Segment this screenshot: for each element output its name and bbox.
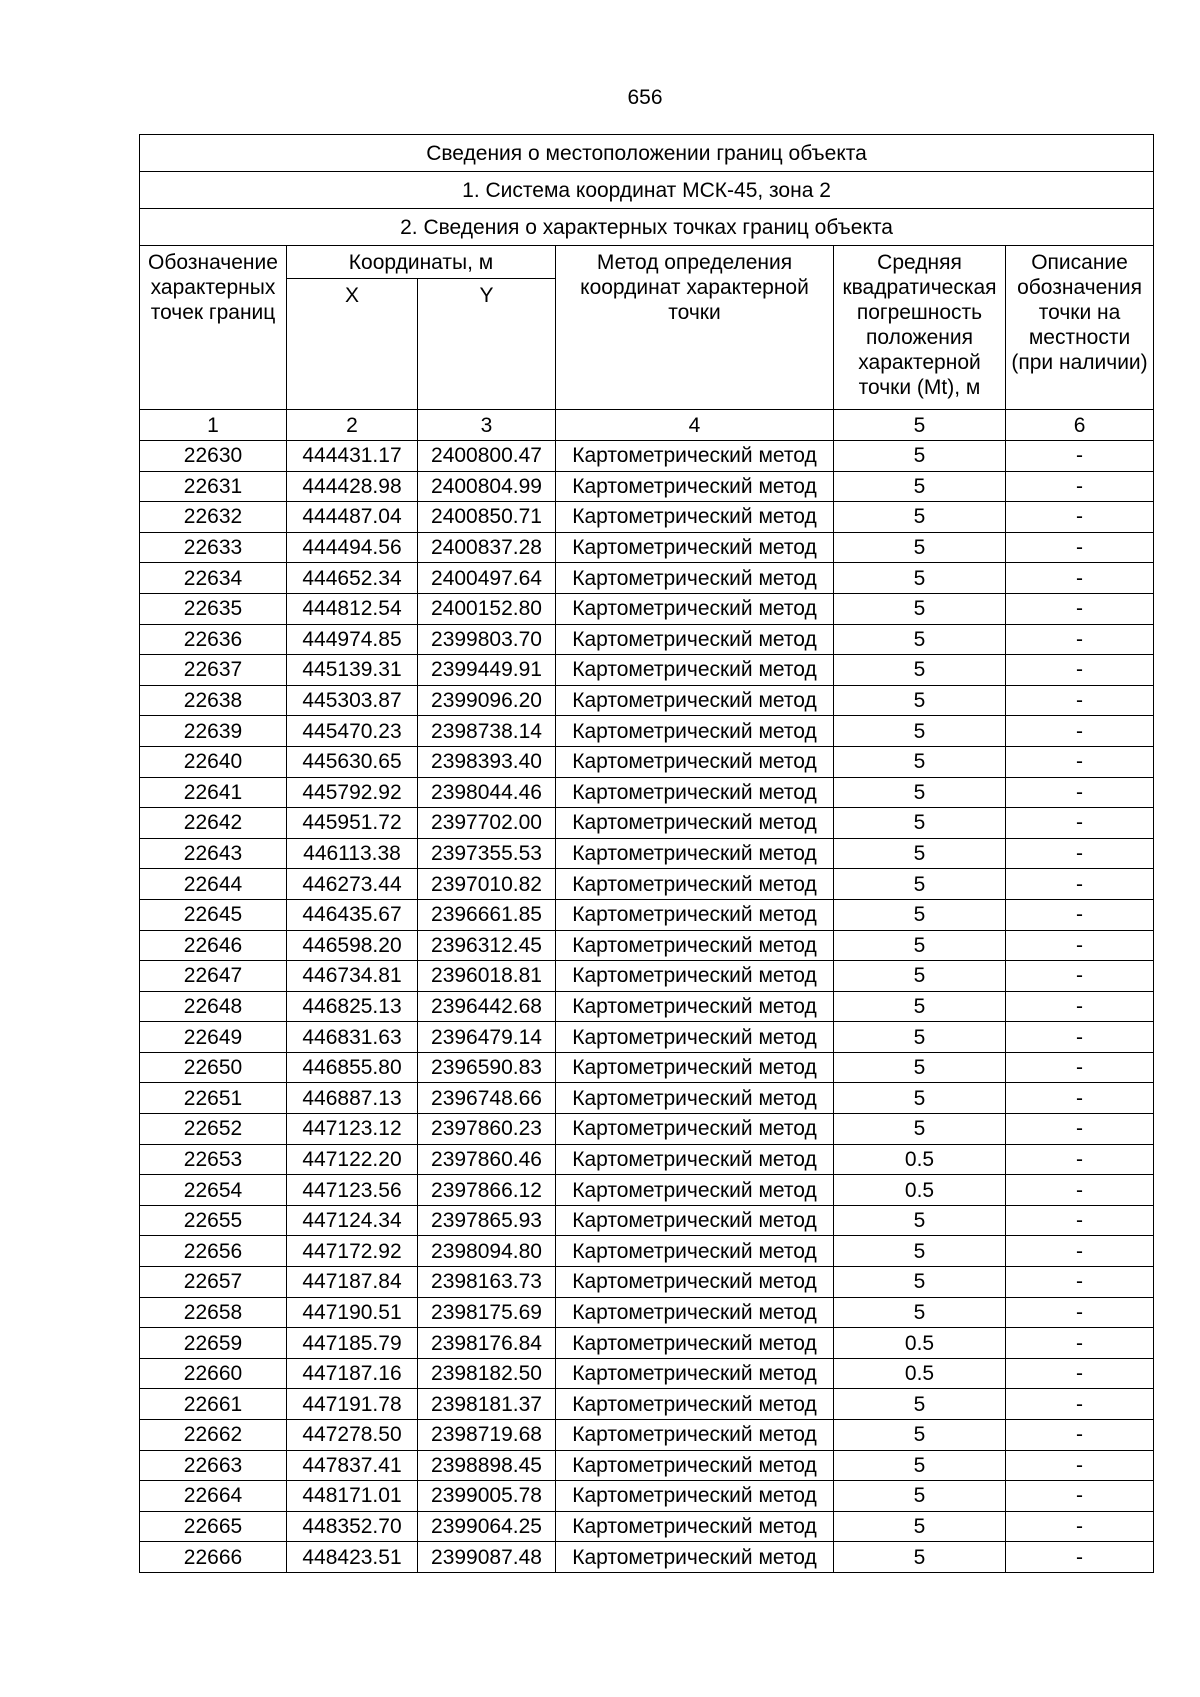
table-row [140,685,1154,716]
table-row [140,1205,1154,1236]
y-cell: 2399064.25 [418,1511,556,1542]
table-row [140,593,1154,624]
error-cell: 5 [834,1297,1006,1328]
method-cell: Картометрический метод [556,1205,834,1236]
error-cell: 5 [834,1236,1006,1267]
page-number: 656 [627,86,663,109]
method-cell: Картометрический метод [556,1511,834,1542]
y-cell: 2399449.91 [418,655,556,686]
point-id-cell: 22659 [140,1328,287,1359]
point-id-cell: 22630 [140,441,287,472]
y-cell: 2398163.73 [418,1267,556,1298]
x-cell: 447191.78 [287,1389,418,1420]
point-id-cell: 22645 [140,899,287,930]
y-cell: 2400850.71 [418,502,556,533]
error-cell: 5 [834,869,1006,900]
point-id-cell: 22652 [140,1114,287,1145]
header-coordinates: Координаты, м [287,246,556,279]
x-cell: 444494.56 [287,532,418,563]
method-cell: Картометрический метод [556,593,834,624]
description-cell: - [1006,471,1154,502]
error-cell: 5 [834,685,1006,716]
table-row [140,1144,1154,1175]
description-cell: - [1006,899,1154,930]
x-cell: 447123.12 [287,1114,418,1145]
header-error: Средняя квадратическая погрешность положения характерной точки (Mt), м [834,246,1006,410]
point-id-cell: 22641 [140,777,287,808]
point-id-cell: 22657 [140,1267,287,1298]
error-cell: 0.5 [834,1328,1006,1359]
method-cell: Картометрический метод [556,624,834,655]
column-numbers-row [140,410,1154,441]
error-cell: 0.5 [834,1358,1006,1389]
error-cell: 0.5 [834,1144,1006,1175]
error-cell: 5 [834,716,1006,747]
description-cell: - [1006,838,1154,869]
header-y: Y [418,279,556,410]
error-cell: 0.5 [834,1175,1006,1206]
description-cell: - [1006,563,1154,594]
table-row [140,1481,1154,1512]
error-cell: 5 [834,593,1006,624]
point-id-cell: 22656 [140,1236,287,1267]
point-id-cell: 22661 [140,1389,287,1420]
error-cell: 5 [834,1542,1006,1573]
method-cell: Картометрический метод [556,961,834,992]
description-cell: - [1006,777,1154,808]
table-row [140,991,1154,1022]
x-cell: 446598.20 [287,930,418,961]
point-id-cell: 22644 [140,869,287,900]
point-id-cell: 22635 [140,593,287,624]
y-cell: 2397860.46 [418,1144,556,1175]
point-id-cell: 22642 [140,808,287,839]
description-cell: - [1006,991,1154,1022]
method-cell: Картометрический метод [556,1542,834,1573]
error-cell: 5 [834,1389,1006,1420]
description-cell: - [1006,1236,1154,1267]
x-cell: 446887.13 [287,1083,418,1114]
description-cell: - [1006,1205,1154,1236]
x-cell: 448423.51 [287,1542,418,1573]
y-cell: 2400800.47 [418,441,556,472]
method-cell: Картометрический метод [556,1083,834,1114]
error-cell: 5 [834,899,1006,930]
y-cell: 2397010.82 [418,869,556,900]
x-cell: 447122.20 [287,1144,418,1175]
y-cell: 2396748.66 [418,1083,556,1114]
point-id-cell: 22650 [140,1052,287,1083]
method-cell: Картометрический метод [556,1052,834,1083]
point-id-cell: 22648 [140,991,287,1022]
description-cell: - [1006,716,1154,747]
point-id-cell: 22658 [140,1297,287,1328]
table-row [140,716,1154,747]
method-cell: Картометрический метод [556,1114,834,1145]
table-row [140,869,1154,900]
point-id-cell: 22634 [140,563,287,594]
point-id-cell: 22638 [140,685,287,716]
y-cell: 2398719.68 [418,1420,556,1451]
error-cell: 5 [834,1267,1006,1298]
x-cell: 447172.92 [287,1236,418,1267]
column-number: 4 [556,410,834,441]
y-cell: 2400152.80 [418,593,556,624]
x-cell: 444652.34 [287,563,418,594]
y-cell: 2398393.40 [418,746,556,777]
description-cell: - [1006,685,1154,716]
y-cell: 2400804.99 [418,471,556,502]
table-row [140,1542,1154,1573]
table-body [140,441,1154,1573]
header-method: Метод определения координат характерной точки [556,246,834,410]
x-cell: 446113.38 [287,838,418,869]
column-number: 1 [140,410,287,441]
y-cell: 2397866.12 [418,1175,556,1206]
table-row [140,502,1154,533]
method-cell: Картометрический метод [556,532,834,563]
boundary-points-table [139,134,1154,1573]
y-cell: 2399096.20 [418,685,556,716]
point-id-cell: 22663 [140,1450,287,1481]
error-cell: 5 [834,655,1006,686]
point-id-cell: 22643 [140,838,287,869]
y-cell: 2396442.68 [418,991,556,1022]
column-number: 6 [1006,410,1154,441]
error-cell: 5 [834,441,1006,472]
y-cell: 2397860.23 [418,1114,556,1145]
x-cell: 447185.79 [287,1328,418,1359]
error-cell: 5 [834,746,1006,777]
point-id-cell: 22640 [140,746,287,777]
table-row [140,1420,1154,1451]
table-row [140,532,1154,563]
x-cell: 445139.31 [287,655,418,686]
x-cell: 445303.87 [287,685,418,716]
point-id-cell: 22662 [140,1420,287,1451]
method-cell: Картометрический метод [556,1389,834,1420]
point-id-cell: 22646 [140,930,287,961]
table-row [140,899,1154,930]
description-cell: - [1006,532,1154,563]
x-cell: 446435.67 [287,899,418,930]
method-cell: Картометрический метод [556,563,834,594]
y-cell: 2399803.70 [418,624,556,655]
table-row [140,471,1154,502]
method-cell: Картометрический метод [556,1420,834,1451]
point-id-cell: 22631 [140,471,287,502]
table-row [140,624,1154,655]
y-cell: 2397865.93 [418,1205,556,1236]
method-cell: Картометрический метод [556,1022,834,1053]
x-cell: 444428.98 [287,471,418,502]
method-cell: Картометрический метод [556,869,834,900]
method-cell: Картометрический метод [556,1297,834,1328]
x-cell: 444487.04 [287,502,418,533]
x-cell: 445792.92 [287,777,418,808]
method-cell: Картометрический метод [556,1481,834,1512]
table-row [140,1022,1154,1053]
description-cell: - [1006,593,1154,624]
table-row [140,1389,1154,1420]
x-cell: 448352.70 [287,1511,418,1542]
method-cell: Картометрический метод [556,930,834,961]
table-row [140,930,1154,961]
y-cell: 2400497.64 [418,563,556,594]
y-cell: 2396018.81 [418,961,556,992]
error-cell: 5 [834,1420,1006,1451]
error-cell: 5 [834,991,1006,1022]
point-id-cell: 22651 [140,1083,287,1114]
point-id-cell: 22665 [140,1511,287,1542]
description-cell: - [1006,961,1154,992]
error-cell: 5 [834,471,1006,502]
x-cell: 447187.16 [287,1358,418,1389]
y-cell: 2396479.14 [418,1022,556,1053]
description-cell: - [1006,655,1154,686]
x-cell: 447837.41 [287,1450,418,1481]
y-cell: 2398898.45 [418,1450,556,1481]
table-row [140,808,1154,839]
point-id-cell: 22664 [140,1481,287,1512]
description-cell: - [1006,502,1154,533]
y-cell: 2400837.28 [418,532,556,563]
x-cell: 446855.80 [287,1052,418,1083]
table-row [140,961,1154,992]
description-cell: - [1006,746,1154,777]
table-row [140,746,1154,777]
table-row [140,1236,1154,1267]
error-cell: 5 [834,1450,1006,1481]
description-cell: - [1006,1358,1154,1389]
description-cell: - [1006,1481,1154,1512]
method-cell: Картометрический метод [556,838,834,869]
y-cell: 2398175.69 [418,1297,556,1328]
x-cell: 447187.84 [287,1267,418,1298]
method-cell: Картометрический метод [556,716,834,747]
y-cell: 2398738.14 [418,716,556,747]
x-cell: 446825.13 [287,991,418,1022]
table-row [140,1328,1154,1359]
error-cell: 5 [834,532,1006,563]
description-cell: - [1006,1389,1154,1420]
point-id-cell: 22666 [140,1542,287,1573]
point-id-cell: 22639 [140,716,287,747]
y-cell: 2398181.37 [418,1389,556,1420]
table-row [140,1511,1154,1542]
x-cell: 447124.34 [287,1205,418,1236]
x-cell: 447123.56 [287,1175,418,1206]
point-id-cell: 22633 [140,532,287,563]
error-cell: 5 [834,1022,1006,1053]
point-id-cell: 22653 [140,1144,287,1175]
error-cell: 5 [834,1205,1006,1236]
table-row [140,1052,1154,1083]
description-cell: - [1006,1328,1154,1359]
description-cell: - [1006,1022,1154,1053]
header-x: X [287,279,418,410]
x-cell: 446273.44 [287,869,418,900]
x-cell: 447278.50 [287,1420,418,1451]
header-description: Описание обозначения точки на местности (при наличии) [1006,246,1154,410]
method-cell: Картометрический метод [556,808,834,839]
error-cell: 5 [834,838,1006,869]
y-cell: 2396312.45 [418,930,556,961]
point-id-cell: 22636 [140,624,287,655]
table-row [140,1267,1154,1298]
description-cell: - [1006,1297,1154,1328]
method-cell: Картометрический метод [556,746,834,777]
error-cell: 5 [834,777,1006,808]
description-cell: - [1006,441,1154,472]
description-cell: - [1006,1267,1154,1298]
table-row [140,1175,1154,1206]
method-cell: Картометрический метод [556,1267,834,1298]
description-cell: - [1006,1175,1154,1206]
method-cell: Картометрический метод [556,1175,834,1206]
error-cell: 5 [834,502,1006,533]
error-cell: 5 [834,1114,1006,1145]
method-cell: Картометрический метод [556,685,834,716]
method-cell: Картометрический метод [556,471,834,502]
method-cell: Картометрический метод [556,1236,834,1267]
point-id-cell: 22655 [140,1205,287,1236]
error-cell: 5 [834,930,1006,961]
error-cell: 5 [834,1481,1006,1512]
column-number: 2 [287,410,418,441]
column-number: 3 [418,410,556,441]
table-row [140,1083,1154,1114]
method-cell: Картометрический метод [556,991,834,1022]
point-id-cell: 22632 [140,502,287,533]
error-cell: 5 [834,808,1006,839]
x-cell: 446831.63 [287,1022,418,1053]
table-row [140,1297,1154,1328]
method-cell: Картометрический метод [556,1144,834,1175]
y-cell: 2398176.84 [418,1328,556,1359]
table-row [140,838,1154,869]
description-cell: - [1006,808,1154,839]
error-cell: 5 [834,961,1006,992]
description-cell: - [1006,1114,1154,1145]
description-cell: - [1006,930,1154,961]
error-cell: 5 [834,624,1006,655]
x-cell: 445470.23 [287,716,418,747]
y-cell: 2396661.85 [418,899,556,930]
error-cell: 5 [834,1511,1006,1542]
point-id-cell: 22660 [140,1358,287,1389]
method-cell: Картометрический метод [556,777,834,808]
point-id-cell: 22637 [140,655,287,686]
x-cell: 447190.51 [287,1297,418,1328]
point-id-cell: 22654 [140,1175,287,1206]
description-cell: - [1006,1144,1154,1175]
table-row [140,777,1154,808]
point-id-cell: 22649 [140,1022,287,1053]
header-designation: Обозначение характерных точек границ [140,246,287,410]
x-cell: 446734.81 [287,961,418,992]
table-row [140,1450,1154,1481]
table-row [140,1114,1154,1145]
method-cell: Картометрический метод [556,441,834,472]
y-cell: 2398182.50 [418,1358,556,1389]
x-cell: 448171.01 [287,1481,418,1512]
y-cell: 2396590.83 [418,1052,556,1083]
y-cell: 2398094.80 [418,1236,556,1267]
y-cell: 2398044.46 [418,777,556,808]
y-cell: 2399087.48 [418,1542,556,1573]
method-cell: Картометрический метод [556,655,834,686]
method-cell: Картометрический метод [556,1450,834,1481]
description-cell: - [1006,1420,1154,1451]
table-row [140,563,1154,594]
point-id-cell: 22647 [140,961,287,992]
error-cell: 5 [834,1052,1006,1083]
table-title: Сведения о местоположении границ объекта [140,135,1154,172]
description-cell: - [1006,624,1154,655]
y-cell: 2397355.53 [418,838,556,869]
description-cell: - [1006,1052,1154,1083]
x-cell: 444812.54 [287,593,418,624]
error-cell: 5 [834,563,1006,594]
x-cell: 445630.65 [287,746,418,777]
description-cell: - [1006,1083,1154,1114]
description-cell: - [1006,1450,1154,1481]
error-cell: 5 [834,1083,1006,1114]
coordinate-system: 1. Система координат МСК-45, зона 2 [140,172,1154,209]
table-row [140,441,1154,472]
section-title: 2. Сведения о характерных точках границ объекта [140,209,1154,246]
table-row [140,655,1154,686]
method-cell: Картометрический метод [556,502,834,533]
x-cell: 444431.17 [287,441,418,472]
method-cell: Картометрический метод [556,1328,834,1359]
y-cell: 2399005.78 [418,1481,556,1512]
description-cell: - [1006,869,1154,900]
x-cell: 445951.72 [287,808,418,839]
table-row [140,1358,1154,1389]
method-cell: Картометрический метод [556,899,834,930]
description-cell: - [1006,1542,1154,1573]
y-cell: 2397702.00 [418,808,556,839]
column-number: 5 [834,410,1006,441]
description-cell: - [1006,1511,1154,1542]
method-cell: Картометрический метод [556,1358,834,1389]
x-cell: 444974.85 [287,624,418,655]
